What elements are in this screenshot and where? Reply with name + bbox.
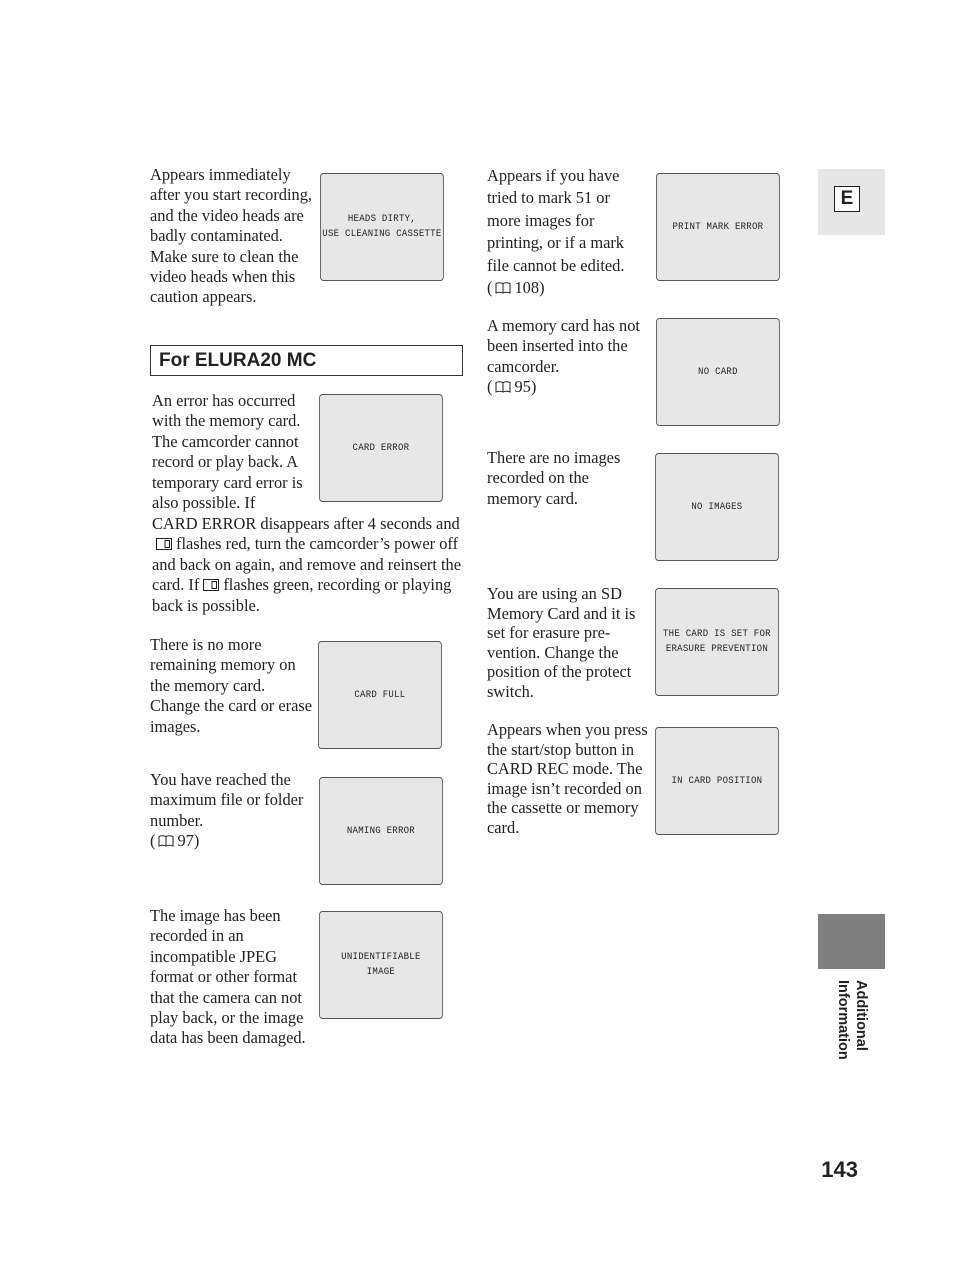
- side-label-line2: Information: [835, 980, 851, 1060]
- print-mark-error-screen: [656, 173, 780, 281]
- language-tab-letter: E: [834, 186, 860, 212]
- card-error-text-b: CARD ERROR disappears after 4 seconds and: [152, 514, 460, 533]
- screen-text: USE CLEANING CASSETTE: [322, 228, 442, 240]
- page-reference: 108: [514, 278, 540, 298]
- in-card-position-screen: [655, 727, 779, 835]
- unidentifiable-image-description: The image has been recorded in an incompatible JPEG format or other format that the camera can not play back, or the image data has been damaged.: [150, 906, 306, 1048]
- card-error-text-d: flashes green, recording or playing back is possible.: [152, 575, 452, 615]
- section-side-label: [820, 980, 870, 1100]
- card-error-text-c: flashes red, turn the camcorder’s power off and back on again, and remove and reinsert the card. If: [152, 534, 462, 595]
- page-number: 143: [821, 1157, 858, 1182]
- no-card-description: A memory card has not been inserted into the camcorder. ( 95): [487, 316, 640, 397]
- screen-text: ERASURE PREVENTION: [665, 643, 769, 655]
- screen-text: NO IMAGES: [691, 500, 743, 513]
- memory-card-icon: [203, 579, 219, 591]
- card-error-screen: [319, 394, 443, 502]
- page-reference: 95: [514, 377, 531, 397]
- print-mark-error-description: Appears if you have tried to mark 51 or more images for printing, or if a mark file cannot be edited. ( 108): [487, 166, 625, 298]
- screen-text: CARD ERROR: [352, 441, 410, 454]
- screen-text: PRINT MARK ERROR: [672, 220, 764, 233]
- screen-text: CARD FULL: [354, 688, 406, 701]
- print-mark-error-text: Appears if you have tried to mark 51 or more images for printing, or if a mark file cannot be edited.: [487, 166, 625, 275]
- no-card-screen: [656, 318, 780, 426]
- book-reference-icon: [158, 835, 174, 847]
- page-reference: 97: [177, 831, 194, 851]
- screen-text: THE CARD IS SET FOR: [662, 628, 771, 640]
- no-images-screen: [655, 453, 779, 561]
- heads-dirty-screen: [320, 173, 444, 281]
- heads-dirty-description: Appears immediately after you start recording, and the video heads are badly contaminated. Make sure to clean the video heads when this caution appears.: [150, 165, 313, 307]
- no-images-description: There are no images recorded on the memory card.: [487, 448, 621, 508]
- screen-text: HEADS DIRTY,: [347, 213, 416, 225]
- erasure-prevention-screen: [655, 588, 779, 696]
- card-error-description-b: [152, 514, 462, 616]
- section-heading: For ELURA20 MC: [150, 345, 463, 376]
- screen-text: NAMING ERROR: [346, 824, 415, 837]
- language-tab: [818, 169, 885, 235]
- side-label-line1: Additional: [853, 980, 869, 1051]
- no-card-text: A memory card has not been inserted into the camcorder.: [487, 316, 640, 376]
- card-full-description: There is no more remaining memory on the memory card. Change the card or erase images.: [150, 635, 313, 736]
- screen-text: IN CARD POSITION: [671, 774, 763, 787]
- card-error-description-a: An error has occurred with the memory card. The camcorder cannot record or play back. A temporary card error is also possible. If: [152, 391, 303, 513]
- erasure-prevention-description: You are using an SD Memory Card and it is set for erasure pre- vention. Change the position of the protect switch.: [487, 584, 636, 701]
- screen-text: IMAGE: [366, 966, 396, 978]
- naming-error-screen: [319, 777, 443, 885]
- memory-card-icon: [156, 538, 172, 550]
- unidentifiable-image-screen: [319, 911, 443, 1019]
- screen-text: UNIDENTIFIABLE: [341, 951, 421, 963]
- book-reference-icon: [495, 282, 511, 294]
- in-card-position-description: Appears when you press the start/stop button in CARD REC mode. The image isn’t recorded on the cassette or memory card.: [487, 720, 648, 837]
- naming-error-description: You have reached the maximum file or folder number. ( 97): [150, 770, 304, 851]
- screen-text: NO CARD: [698, 365, 738, 378]
- book-reference-icon: [495, 381, 511, 393]
- card-full-screen: [318, 641, 442, 749]
- section-tab-marker: [818, 914, 885, 969]
- naming-error-text: You have reached the maximum file or folder number.: [150, 770, 304, 830]
